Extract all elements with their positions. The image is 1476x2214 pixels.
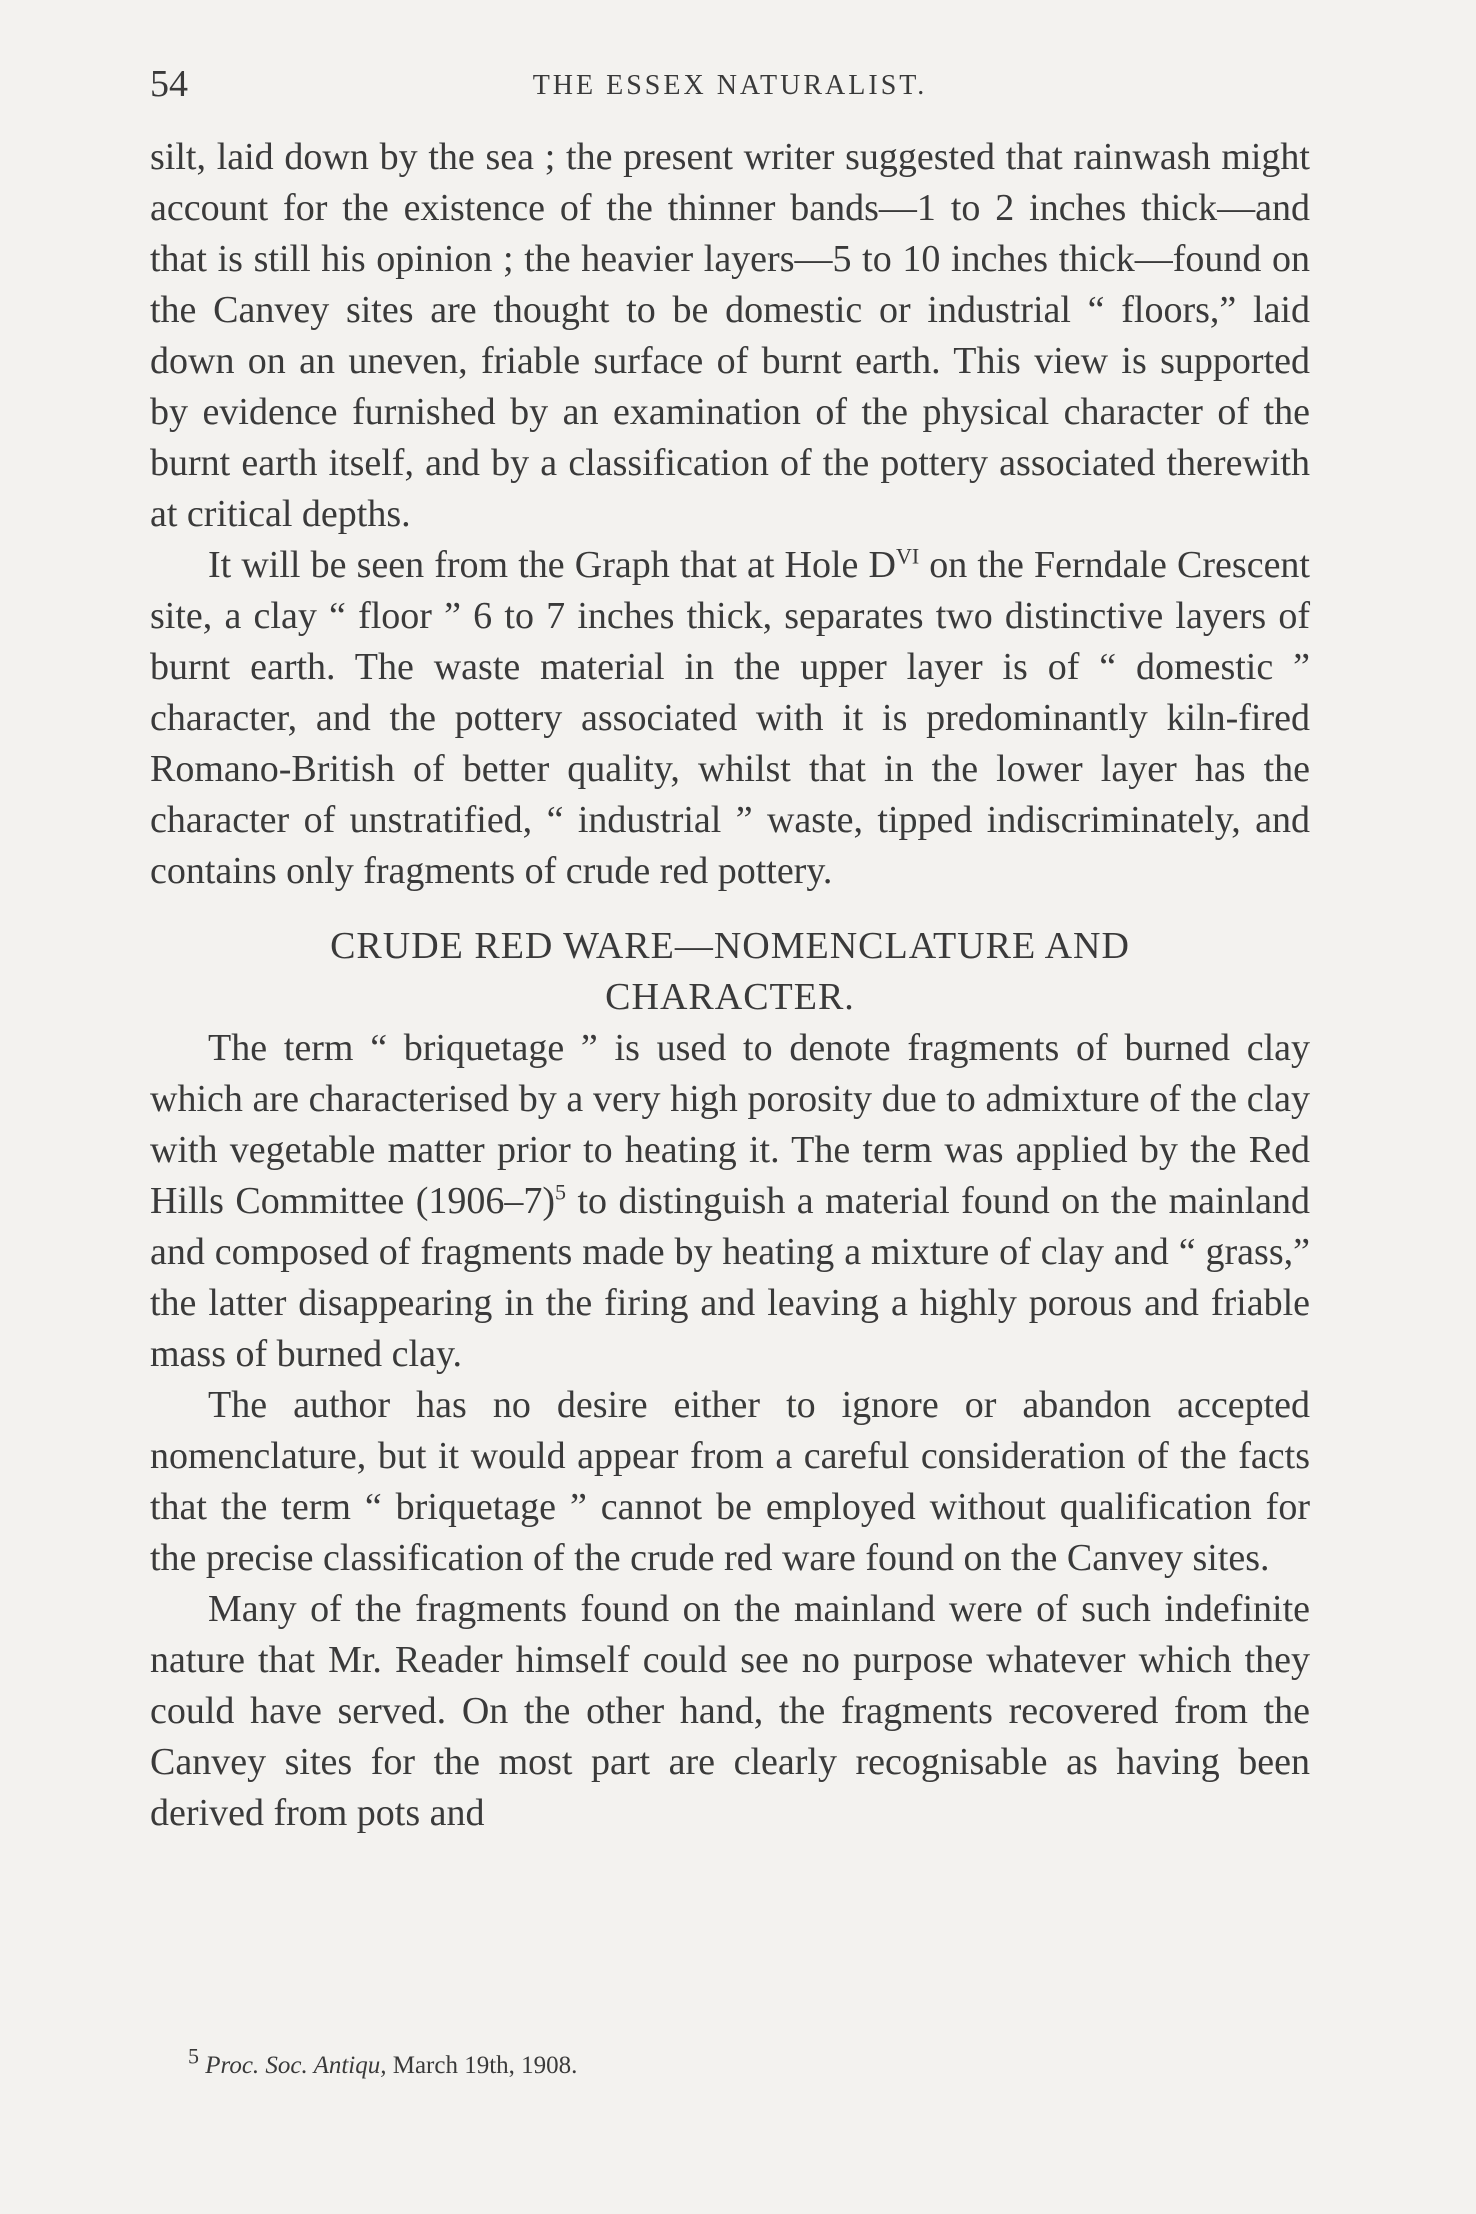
footnote-citation: Proc. Soc. Antiqu, bbox=[205, 2052, 387, 2079]
paragraph-3 bbox=[150, 1023, 1310, 1380]
paragraph-3-text-a: The term “ briquetage ” is used to denote fragments of burned clay which are characterised by a very high porosity due to admixture of the clay with vegetable matter prior to heating it. The term was applied by the Red Hills Committee (1906–7) bbox=[150, 1027, 1310, 1222]
footnote-date: March 19th, 1908. bbox=[392, 2052, 578, 2079]
page-number: 54 bbox=[150, 63, 188, 105]
hole-superscript: VI bbox=[895, 543, 920, 569]
paragraph-2-text-b: on the Ferndale Crescent site, a clay “ floor ” 6 to 7 inches thick, separates two distinctive layers of burnt earth. The waste material in the upper layer is of “ domestic ” character, and the pottery associated with it is predominantly kiln-fired Romano-British of better quality, whilst that in the lower layer has the character of unstratified, “ industrial ” waste, tipped indiscriminately, and contains only fragments of crude red pottery. bbox=[150, 544, 1310, 892]
footnote-marker: 5 bbox=[188, 2043, 199, 2069]
paragraph-5: Many of the fragments found on the mainland were of such indefinite nature that Mr. Reader himself could see no purpose whatever which they could have served. On the other hand, the fragments recovered from the Canvey sites for the most part are clearly recognisable as having been derived from pots and bbox=[150, 1588, 1310, 1834]
footnote-reference: 5 bbox=[555, 1179, 567, 1205]
paragraph-1: silt, laid down by the sea ; the present writer suggested that rainwash might account for the existence of the thinner bands—1 to 2 inches thick—and that is still his opinion ; the heavier layers—5 to 10 inches thick—found on the Canvey sites are thought to be domestic or industrial “ floors,” laid down on an uneven, friable surface of burnt earth. This view is supported by evidence furnished by an examination of the physical character of the burnt earth itself, and by a classification of the pottery associated therewith at critical depths. bbox=[150, 136, 1310, 535]
running-head bbox=[150, 62, 1310, 112]
body-text bbox=[150, 132, 1310, 1839]
paragraph-2-text-a: It will be seen from the Graph that at Hole D bbox=[208, 544, 896, 586]
paragraph-3-text-b: to distinguish a material found on the mainland and composed of fragments made by heating a mixture of clay and “ grass,” the latter disappearing in the firing and leaving a highly porous and friable mass of burned clay. bbox=[150, 1180, 1311, 1375]
section-heading-line-1: CRUDE RED WARE—NOMENCLATURE AND bbox=[330, 925, 1130, 967]
section-heading bbox=[150, 921, 1310, 1023]
section-heading-line-2: CHARACTER. bbox=[605, 976, 855, 1018]
journal-title: THE ESSEX NATURALIST. bbox=[532, 70, 928, 101]
paragraph-2 bbox=[150, 540, 1310, 897]
paragraph-4: The author has no desire either to ignore or abandon accepted nomenclature, but it would appear from a careful consideration of the facts that the term “ briquetage ” cannot be employed without qualification for the precise classification of the crude red ware found on the Canvey sites. bbox=[150, 1384, 1310, 1579]
footnote bbox=[188, 2043, 578, 2080]
